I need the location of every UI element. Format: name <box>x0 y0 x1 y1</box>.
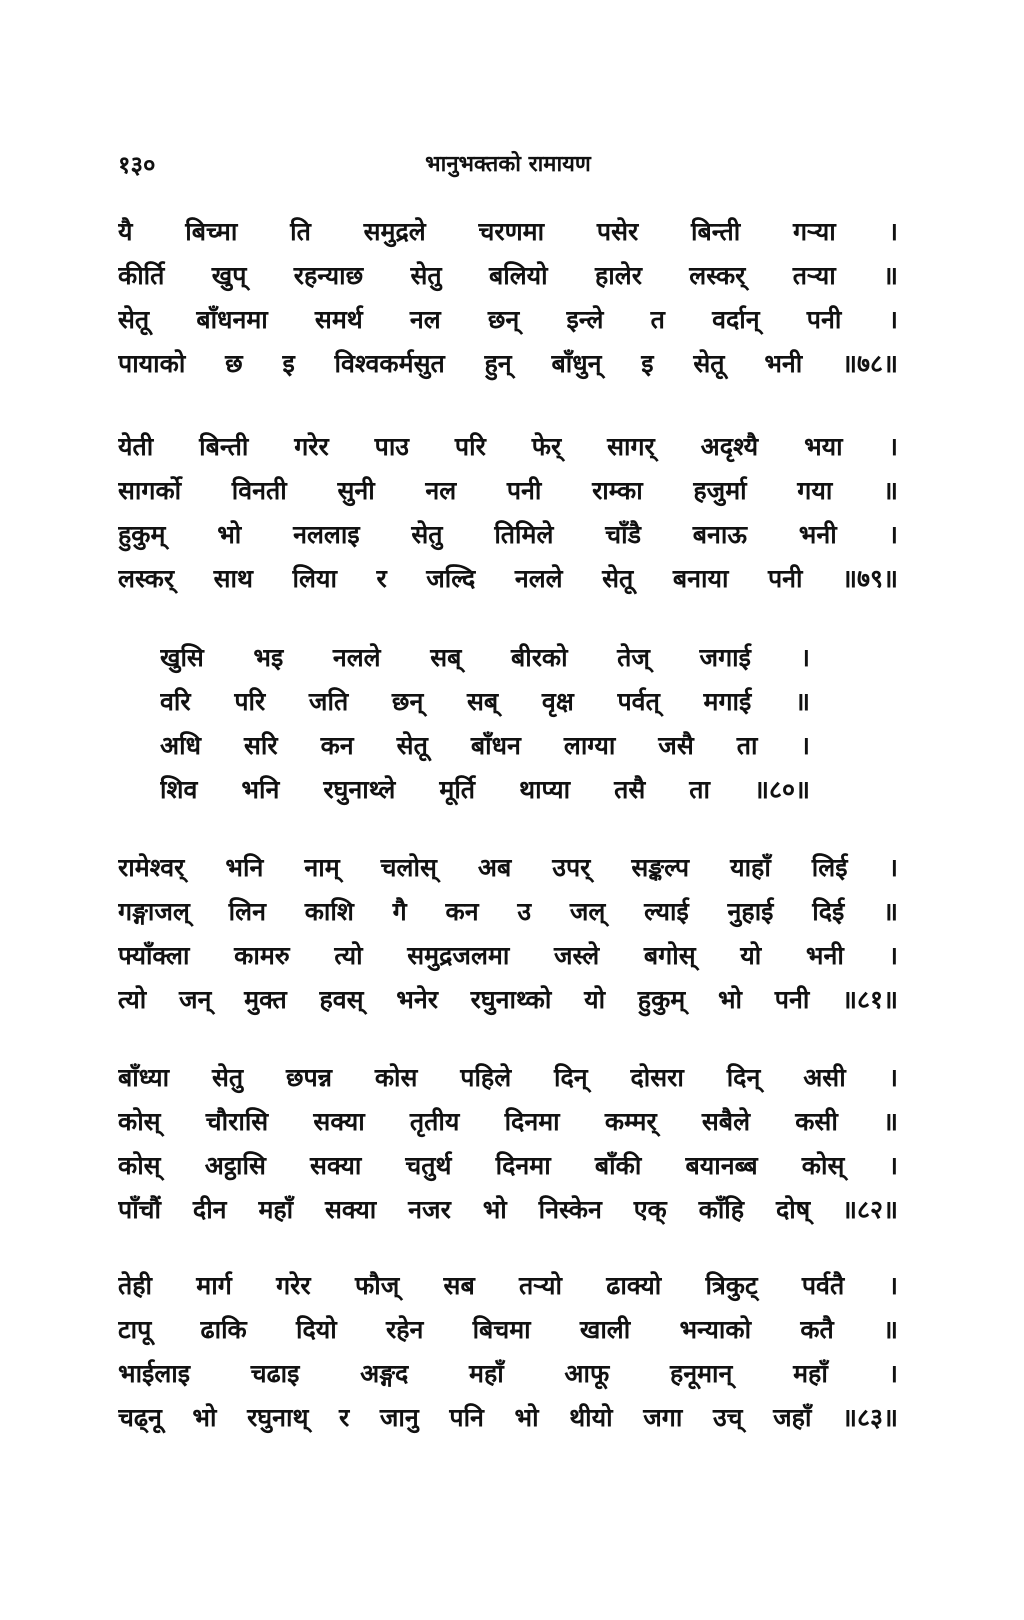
verse-line: हुकुम् भो नललाइ सेतु तिमिले चाँडै बनाऊ भनी । <box>118 520 898 549</box>
page-header <box>118 148 898 188</box>
verse-line: पायाको छ इ विश्वकर्मसुत हुन् बाँधुन् इ सेतू भनी ॥७८॥ <box>118 349 898 378</box>
verse-line: बाँध्या सेतु छपन्न कोस पहिले दिन् दोसरा दिन् असी । <box>118 1063 898 1092</box>
verse-line: सेतू बाँधनमा समर्थ नल छन् इन्ले त वर्दान् पनी । <box>118 305 898 334</box>
running-title: भानुभक्तको रामायण <box>425 152 591 177</box>
stanza-83 <box>118 1264 898 1440</box>
verse-line: फ्याँक्ला कामरु त्यो समुद्रजलमा जस्ले बगोस् यो भनी । <box>118 941 898 970</box>
verse-line: यै बिच्मा ति समुद्रले चरणमा पसेर बिन्ती गऱ्या । <box>118 217 898 246</box>
verse-line: पाँचौं दीन महाँ सक्या नजर भो निस्केन एक् काँहि दोष् ॥८२॥ <box>118 1195 898 1224</box>
verse-line: खुसि भइ नलले सब् बीरको तेज् जगाई । <box>160 643 810 672</box>
verse-line: कोस् चौरासि सक्या तृतीय दिनमा कम्मर् सबैले कसी ॥ <box>118 1107 898 1136</box>
verse-line: रामेश्वर् भनि नाम् चलोस् अब उपर् सङ्कल्प याहाँ लिई । <box>118 853 898 882</box>
verse-line: त्यो जन् मुक्त हवस् भनेर रघुनाथ्को यो हुकुम् भो पनी ॥८१॥ <box>118 985 898 1014</box>
page-number: १३० <box>118 151 156 179</box>
verse-line: गङ्गाजल् लिन काशि गै कन उ जल् ल्याई नुहाई दिई ॥ <box>118 897 898 926</box>
verse-line: सागर्को विनती सुनी नल पनी राम्का हजुर्मा गया ॥ <box>118 476 898 505</box>
verse-line: शिव भनि रघुनाथ्ले मूर्ति थाप्या तसै ता ॥८०॥ <box>160 775 810 804</box>
stanza-81 <box>118 846 898 1022</box>
verse-line: भाईलाइ चढाइ अङ्गद महाँ आफू हनूमान् महाँ । <box>118 1359 898 1388</box>
verse-line: टापू ढाकि दियो रहेन बिचमा खाली भन्याको कतै ॥ <box>118 1315 898 1344</box>
verse-line: येती बिन्ती गरेर पाउ परि फेर् सागर् अदृश्यै भया । <box>118 432 898 461</box>
verse-line: तेही मार्ग गरेर फौज् सब तऱ्यो ढाक्यो त्रिकुट् पर्वतै । <box>118 1271 898 1300</box>
stanza-78 <box>118 210 898 386</box>
stanza-80 <box>160 636 810 812</box>
verse-line: अधि सरि कन सेतू बाँधन लाग्या जसै ता । <box>160 731 810 760</box>
stanza-82 <box>118 1056 898 1232</box>
verse-line: वरि परि जति छन् सब् वृक्ष पर्वत् मगाई ॥ <box>160 687 810 716</box>
verse-line: चढ्नू भो रघुनाथ् र जानु पनि भो थीयो जगा उच् जहाँ ॥८३॥ <box>118 1403 898 1432</box>
verse-line: लस्कर् साथ लिया र जल्दि नलले सेतू बनाया पनी ॥७९॥ <box>118 564 898 593</box>
stanza-79 <box>118 425 898 601</box>
verse-line: कोस् अट्ठासि सक्या चतुर्थ दिनमा बाँकी बयानब्ब कोस् । <box>118 1151 898 1180</box>
verse-line: कीर्ति खुप् रहन्याछ सेतु बलियो हालेर लस्कर् तऱ्या ॥ <box>118 261 898 290</box>
